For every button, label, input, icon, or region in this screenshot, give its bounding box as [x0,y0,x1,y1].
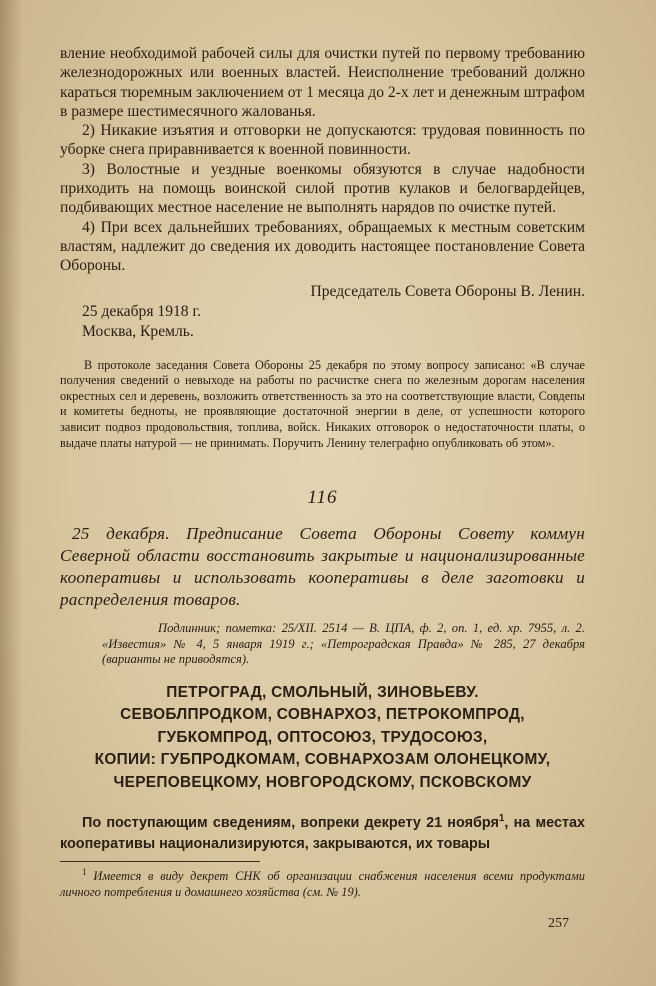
address-line: КОПИИ: ГУБПРОДКОМАМ, СОВНАРХОЗАМ ОЛОНЕЦКОМУ, [94,751,551,769]
footnote-divider [60,861,260,862]
footnote [60,865,585,900]
signature: Председатель Совета Обороны В. Ленин. [310,282,585,300]
paragraph-continuation: вление необходимой рабочей силы для очистки путей по первому требованию железнодорожных или военных властей. Неисполнение требований должно караться тюремным заключением от 1 месяца до 2-х лет и денежным штрафом в размере шестимесячного жалованья. [60,45,585,120]
address-line: ПЕТРОГРАД, СМОЛЬНЫЙ, ЗИНОВЬЕВУ. [166,683,479,701]
protocol-note: В протоколе заседания Совета Обороны 25 декабря по этому вопросу записано: «В случае получения сведений о невыходе на работы по расчистке снега по железным дорогам населения окрестных сел и деревень, возложить ответственность за это на соответствующие власти, Совдепы и комитеты бедноты, не проявляющие достаточной энергии в деле, от успешности которого зависит подвоз продовольствия, топлива, войск. Никаких отговорок о недостаточности платы, о выдаче платы натурой — не принимать. Поручить Ленину телеграфно опубликовать об этом». [60,357,585,450]
footnote-mark: 1 [82,867,87,878]
document-number: 116 [307,487,338,509]
document-place: Москва, Кремль. [82,322,194,340]
paragraph-point-2: 2) Никакие изъятия и отговорки не допускаются: трудовая повинность по уборке снега приравнивается к военной повинности. [60,122,585,159]
paragraph-point-4: 4) При всех дальнейших требованиях, обращаемых к местным советским властям, надлежит до сведения их доводить настоящее постановление Совета Обороны. [60,218,585,275]
telegram-text [60,808,585,855]
address-line: СЕВОБЛПРОДКОМ, СОВНАРХОЗ, ПЕТРОКОМПРОД, [120,706,525,724]
source-reference: Подлинник; пометка: 25/XII. 2514 — В. ЦПА, ф. 2, оп. 1, ед. хр. 7955, л. 2. «Известия» № 4, 5 января 1919 г.; «Петроградская Правда» № 285, 27 декабря (варианты не приводятся). [102,621,585,667]
paragraph-point-3: 3) Волостные и уездные военкомы обязуются в случае надобности приходить на помощь воинской силой против кулаков и белогвардейцев, подбивающих местное население не выполнять нарядов по очистке путей. [60,160,585,217]
footnote-reference: 1 [498,813,505,825]
telegram-text-end: , на местах кооперативы национализируются, закрываются, их товары [60,815,585,853]
date-place-block [60,302,585,342]
address-line: ЧЕРЕПОВЕЦКОМУ, НОВГОРОДСКОМУ, ПСКОВСКОМУ [113,773,532,791]
page-number: 257 [548,916,569,931]
page-content [60,44,585,901]
telegram-address [60,682,585,795]
document-title: 25 декабря. Предписание Совета Обороны Совету коммун Северной области восстановить закрытые и национализированные кооперативы и использовать кооперативы в деле заготовки и распределения товаров. [60,524,585,610]
footnote-text: Имеется в виду декрет СНК об организации снабжения населения всеми продуктами личного потребления и домашнего хозяйства (см. № 19). [60,869,585,899]
address-line: ГУБКОМПРОД, ОПТОСОЮЗ, ТРУДОСОЮЗ, [157,728,488,746]
document-date: 25 декабря 1918 г. [82,302,202,320]
telegram-text-start: По поступающим сведениям, вопреки декрету 21 ноября [82,815,499,832]
